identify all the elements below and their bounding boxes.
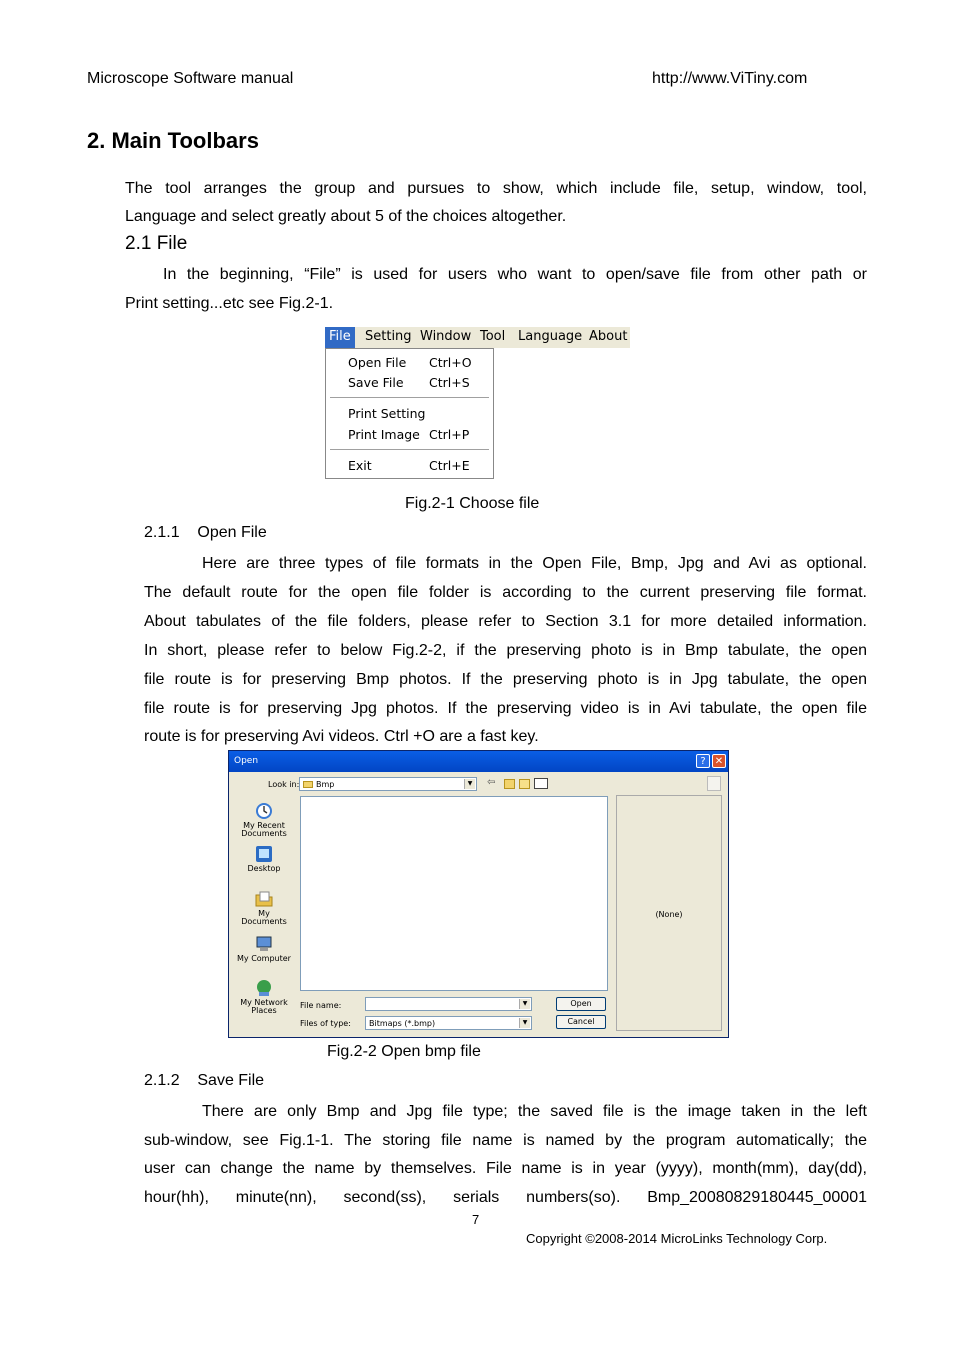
open-button[interactable]: Open (556, 997, 606, 1011)
intro-line-1: The tool arranges the group and pursues to show, which include file, setup, window, tool, (125, 180, 867, 197)
files-of-type-dropdown[interactable] (365, 1016, 532, 1030)
intro-line-2: Language and select greatly about 5 of the choices altogether. (125, 208, 567, 225)
file-name-field[interactable] (365, 997, 532, 1011)
shortcut-save-file: Ctrl+S (429, 375, 470, 390)
subsection-title-file: 2.1 File (125, 233, 188, 254)
menu-about[interactable]: About (589, 329, 628, 344)
dialog-title: Open (234, 756, 259, 766)
open-file-line: file route is for preserving Bmp photos. If the preserving photo is in Jpg tabulate, the open (144, 671, 867, 688)
file-name-label: File name: (300, 1001, 342, 1010)
look-in-label: Look in: (268, 780, 300, 789)
files-of-type-value: Bitmaps (*.bmp) (369, 1019, 436, 1028)
look-in-value: Bmp (316, 780, 335, 789)
place-my-computer[interactable]: My Computer (237, 934, 291, 963)
open-file-line: Here are three types of file formats in the Open File, Bmp, Jpg and Avi as optional. (202, 555, 867, 572)
place-my-documents[interactable]: My Documents (237, 889, 291, 926)
header-title: Microscope Software manual (87, 70, 294, 87)
menu-language[interactable]: Language (518, 329, 583, 344)
menu-window[interactable]: Window (420, 329, 472, 344)
files-of-type-label: Files of type: (300, 1019, 351, 1028)
shortcut-print-image: Ctrl+P (429, 427, 470, 442)
page-number: 7 (472, 1212, 480, 1227)
preview-pane (616, 795, 722, 1031)
back-icon[interactable]: ⇦ (487, 777, 496, 788)
menu-separator (330, 397, 489, 399)
subsection-title-save-file: 2.1.2 Save File (144, 1072, 265, 1089)
preview-toggle-icon[interactable] (707, 776, 721, 791)
section-title: 2. Main Toolbars (87, 128, 259, 153)
open-file-line: file route is for preserving Jpg photos. If the preserving video is in Avi tabulate, the open file (144, 700, 867, 717)
menu-item-print-setting[interactable]: Print Setting (348, 406, 426, 421)
recent-documents-icon (254, 801, 274, 821)
save-file-line: sub-window, see Fig.1-1. The storing file name is named by the program automatically; the (144, 1132, 867, 1149)
subsection-title-open-file: 2.1.1 Open File (144, 524, 267, 541)
desktop-icon (254, 844, 274, 864)
help-button[interactable]: ? (696, 754, 710, 768)
up-folder-icon[interactable] (504, 779, 515, 789)
preview-text: (None) (655, 910, 683, 919)
cancel-button[interactable]: Cancel (556, 1015, 606, 1029)
open-file-line: The default route for the open file folder is according to the current preserving file format. (144, 584, 867, 601)
copyright: Copyright ©2008-2014 MicroLinks Technology Corp. (526, 1231, 828, 1246)
save-file-line: user can change the name by themselves. File name is in year (yyyy), month(mm), day(dd), (144, 1160, 867, 1177)
menu-tool[interactable]: Tool (480, 329, 506, 344)
header-url: http://www.ViTiny.com (652, 70, 808, 87)
file-dropdown-menu (325, 348, 494, 479)
chevron-down-icon: ▼ (464, 779, 475, 789)
file-paragraph-line-2: Print setting...etc see Fig.2-1. (125, 295, 334, 312)
open-file-line: route is for preserving Avi videos. Ctrl +O are a fast key. (144, 728, 539, 745)
open-dialog (228, 750, 729, 1038)
shortcut-exit: Ctrl+E (429, 458, 470, 473)
new-folder-icon[interactable] (519, 779, 530, 789)
folder-icon (303, 781, 313, 788)
figure-caption: Fig.2-1 Choose file (405, 495, 540, 512)
menu-item-save-file[interactable]: Save File (348, 375, 404, 390)
menu-separator (330, 449, 489, 451)
place-desktop[interactable]: Desktop (237, 844, 291, 873)
menu-bar (325, 327, 630, 348)
close-button[interactable]: ✕ (712, 754, 726, 768)
my-documents-icon (254, 889, 274, 909)
look-in-dropdown[interactable] (299, 777, 477, 791)
network-places-icon (254, 978, 274, 998)
place-recent-documents[interactable]: My Recent Documents (237, 801, 291, 838)
my-computer-icon (254, 934, 274, 954)
menu-item-print-image[interactable]: Print Image (348, 427, 420, 442)
view-menu-icon[interactable] (534, 778, 548, 789)
menu-item-exit[interactable]: Exit (348, 458, 372, 473)
menu-setting[interactable]: Setting (365, 329, 412, 344)
open-file-line: In short, please refer to below Fig.2-2, if the preserving photo is in Bmp tabulate, the open (144, 642, 867, 659)
file-paragraph-line-1: In the beginning, “File” is used for users who want to open/save file from other path or (163, 266, 867, 283)
place-network[interactable]: My Network Places (237, 978, 291, 1015)
chevron-down-icon: ▼ (519, 999, 530, 1009)
dialog-title-bar (229, 751, 728, 772)
file-list[interactable] (300, 796, 608, 991)
save-file-line: There are only Bmp and Jpg file type; the saved file is the image taken in the left (202, 1103, 867, 1120)
menu-item-open-file[interactable]: Open File (348, 355, 407, 370)
open-file-line: About tabulates of the file folders, please refer to Section 3.1 for more detailed information. (144, 613, 867, 630)
shortcut-open-file: Ctrl+O (429, 355, 472, 370)
figure-caption: Fig.2-2 Open bmp file (327, 1043, 481, 1060)
save-file-line: hour(hh), minute(nn), second(ss), serials numbers(so). Bmp_20080829180445_00001 (144, 1189, 867, 1206)
menu-file[interactable]: File (325, 327, 355, 348)
chevron-down-icon: ▼ (519, 1018, 530, 1028)
